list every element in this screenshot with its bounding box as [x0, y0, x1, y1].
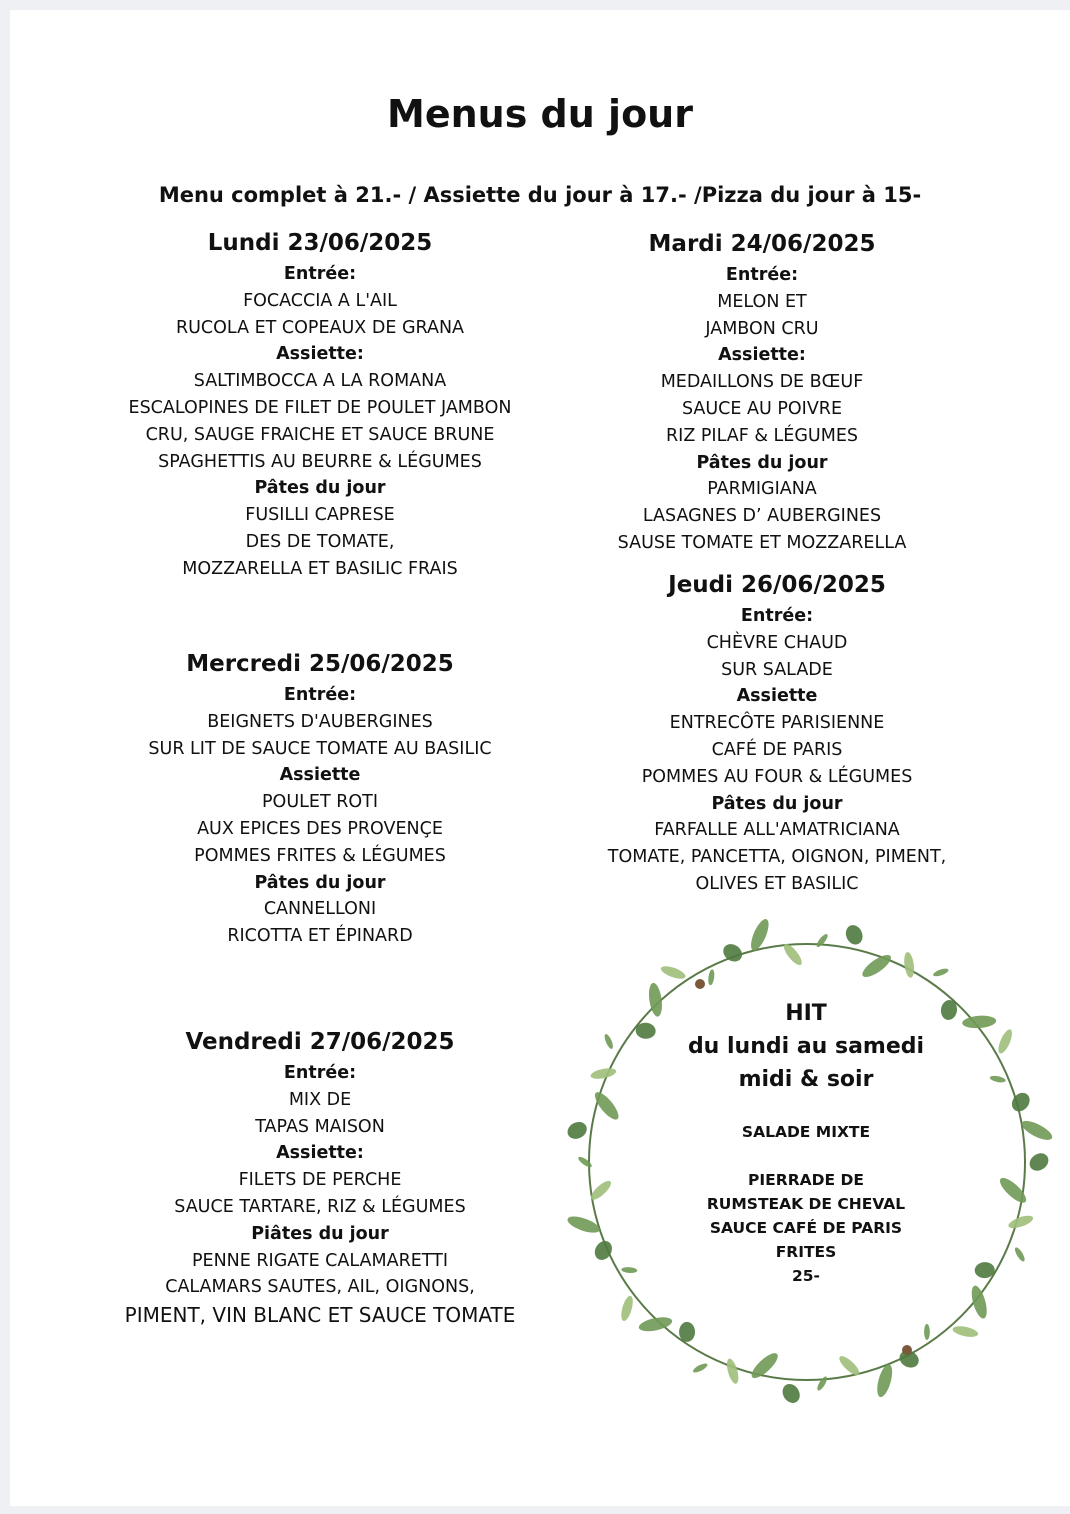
section-label-pates: Piâtes du jour [251, 1223, 389, 1244]
section-label-assiette: Assiette: [276, 344, 364, 365]
section-label-entree: Entrée: [740, 606, 814, 626]
menu-item: OLIVES ET BASILIC [695, 873, 859, 894]
hit-salad: SALADE MIXTE [741, 1123, 871, 1141]
menu-item: SALTIMBOCCA A LA ROMANA [193, 371, 447, 392]
menu-item: MOZZARELLA ET BASILIC FRAIS [182, 558, 458, 579]
leaf-icon [932, 967, 949, 978]
section-label-entree: Entrée: [283, 264, 357, 284]
menu-item: CALAMARS SAUTES, AIL, OIGNONS, [165, 1277, 475, 1298]
menu-item: FOCACCIA A L'AIL [243, 290, 397, 311]
leaf-icon [924, 1324, 930, 1340]
day-menu-vendredi [70, 1026, 570, 1329]
day-title: Jeudi 26/06/2025 [668, 572, 886, 598]
hit-dish-line: SAUCE CAFÉ DE PARIS [709, 1219, 903, 1237]
leaf-icon [679, 1322, 695, 1342]
menu-item: SAUSE TOMATE ET MOZZARELLA [617, 532, 907, 553]
menu-item: MELON ET [717, 291, 807, 312]
menu-item: ESCALOPINES DE FILET DE POULET JAMBON [128, 397, 512, 418]
hit-title: HIT [785, 1001, 827, 1026]
menu-item: FARFALLE ALL'AMATRICIANA [654, 820, 900, 841]
leaf-icon [779, 1381, 803, 1406]
menu-item: CHÈVRE CHAUD [706, 632, 848, 653]
leaf-icon [969, 1284, 990, 1320]
menu-item: CRU, SAUGE FRAICHE ET SAUCE BRUNE [145, 424, 495, 445]
day-menu-mercredi [70, 648, 570, 950]
menu-item: RIZ PILAF & LÉGUMES [666, 425, 858, 446]
menu-item: ENTRECÔTE PARISIENNE [669, 713, 885, 734]
menu-item: PENNE RIGATE CALAMARETTI [191, 1250, 449, 1271]
menu-item: SPAGHETTIS AU BEURRE & LÉGUMES [158, 451, 482, 472]
section-label-pates: Pâtes du jour [711, 793, 843, 814]
menu-item: POMMES AU FOUR & LÉGUMES [641, 766, 913, 787]
section-label-assiette: Assiette [279, 765, 361, 786]
leaf-icon [837, 1353, 862, 1378]
menu-item: MEDAILLONS DE BŒUF [660, 372, 864, 393]
leaf-icon [619, 1295, 635, 1323]
hit-price: 25- [791, 1267, 820, 1285]
menu-item: AUX EPICES DES PROVENÇE [197, 818, 443, 839]
menu-item: CANNELLONI [263, 899, 377, 920]
hit-dish-line: FRITES [775, 1243, 837, 1261]
leaf-icon [659, 964, 687, 982]
leaf-icon [707, 969, 715, 986]
leaf-icon [903, 951, 916, 978]
menu-item: LASAGNES D’ AUBERGINES [642, 506, 882, 527]
day-menu-mardi [512, 228, 1012, 557]
menu-item: PIMENT, VIN BLANC ET SAUCE TOMATE [124, 1303, 516, 1328]
day-menu-lundi [70, 227, 570, 583]
section-label-assiette: Assiette: [718, 345, 806, 366]
menu-item: MIX DE [288, 1089, 352, 1110]
leaf-icon [843, 923, 866, 948]
menu-item: SUR SALADE [721, 659, 833, 680]
menu-item: JAMBON CRU [705, 318, 819, 339]
day-title: Mercredi 25/06/2025 [186, 651, 454, 677]
day-title: Mardi 24/06/2025 [648, 231, 876, 257]
section-label-pates: Pâtes du jour [254, 478, 386, 499]
page-title: Menus du jour [387, 92, 693, 136]
section-label-entree: Entrée: [725, 265, 799, 285]
hit-special [556, 997, 1056, 1288]
section-label-pates: Pâtes du jour [696, 452, 828, 473]
menu-item: TOMATE, PANCETTA, OIGNON, PIMENT, [607, 847, 947, 868]
leaf-icon [952, 1324, 979, 1339]
price-subtitle: Menu complet à 21.- / Assiette du jour à 17.- /Pizza du jour à 15- [158, 183, 922, 207]
menu-item: PARMIGIANA [707, 479, 817, 500]
menu-item: CAFÉ DE PARIS [711, 739, 843, 760]
hit-dish-line: RUMSTEAK DE CHEVAL [706, 1195, 906, 1213]
day-title: Lundi 23/06/2025 [207, 230, 433, 256]
section-label-entree: Entrée: [283, 685, 357, 705]
hit-dish-line: PIERRADE DE [748, 1171, 864, 1189]
section-label-entree: Entrée: [283, 1063, 357, 1083]
menu-item: POULET ROTI [262, 792, 378, 813]
day-menu-jeudi [527, 569, 1027, 898]
leaf-icon [725, 1357, 741, 1385]
leaf-icon [815, 932, 830, 948]
menu-item: POMMES FRITES & LÉGUMES [194, 845, 446, 866]
menu-item: FUSILLI CAPRESE [245, 505, 395, 526]
menu-item: SAUCE AU POIVRE [681, 398, 843, 419]
leaf-icon [816, 1375, 829, 1392]
menu-item: DES DE TOMATE, [245, 531, 395, 552]
menu-item: RICOTTA ET ÉPINARD [227, 926, 413, 947]
bud-icon [695, 979, 705, 989]
menu-item: RUCOLA ET COPEAUX DE GRANA [175, 317, 465, 338]
hit-days: du lundi au samedi [687, 1034, 925, 1059]
section-label-assiette: Assiette [736, 686, 818, 707]
menu-item: BEIGNETS D'AUBERGINES [207, 711, 433, 732]
menu-item: FILETS DE PERCHE [238, 1170, 402, 1191]
menu-item: TAPAS MAISON [255, 1116, 385, 1137]
section-label-pates: Pâtes du jour [254, 872, 386, 893]
hit-times: midi & soir [738, 1067, 874, 1092]
menu-item: SUR LIT DE SAUCE TOMATE AU BASILIC [148, 738, 492, 759]
bud-icon [902, 1345, 912, 1355]
day-title: Vendredi 27/06/2025 [185, 1029, 455, 1055]
menu-item: SAUCE TARTARE, RIZ & LÉGUMES [174, 1196, 466, 1217]
leaf-icon [692, 1362, 709, 1375]
section-label-assiette: Assiette: [276, 1143, 364, 1164]
